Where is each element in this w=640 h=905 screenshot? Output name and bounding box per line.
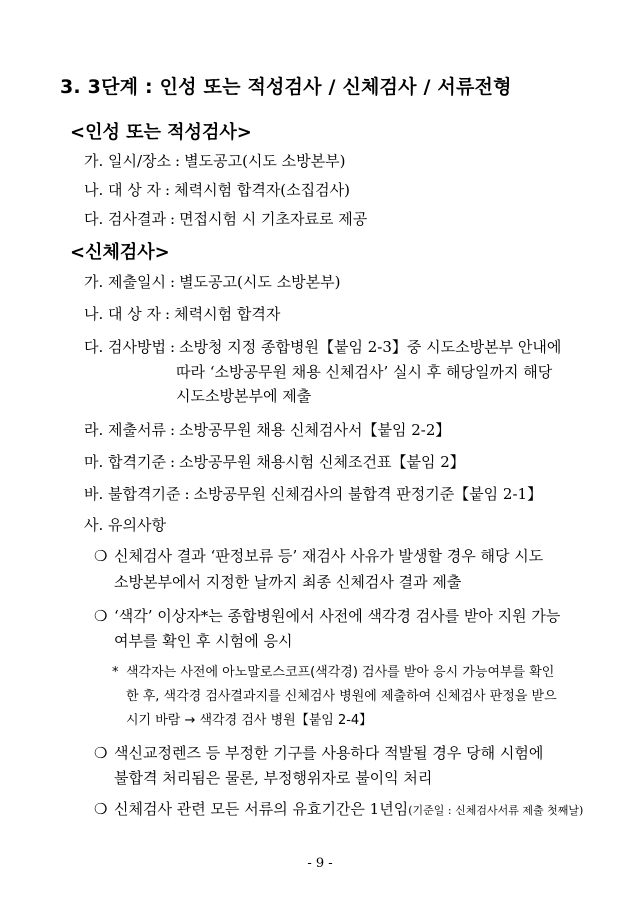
bullet-text: ‘색각’ 이상자*는 종합병원에서 사전에 색각경 검사를 받아 지원 가능 — [114, 607, 561, 625]
method-line-2: 따라 ‘소방공무원 채용 신체검사’ 실시 후 해당일까지 해당 — [176, 363, 553, 381]
item-label: 다. 검사결과 — [84, 210, 166, 228]
item-label: 라. 제출서류 — [84, 421, 166, 439]
bullet-text: 색신교정렌즈 등 부정한 기구를 사용하다 적발될 경우 당해 시험에 — [114, 744, 544, 762]
physical-item-target: 나. 대 상 자 : 체력시험 합격자 — [84, 305, 281, 323]
bullet-validity — [94, 799, 583, 821]
bullet-recheck — [94, 546, 543, 566]
item-text: 소방공무원 신체검사의 불합격 판정기준【붙임 2-1】 — [193, 485, 543, 503]
physical-item-date: 가. 제출일시 : 별도공고(시도 소방본부) — [84, 273, 341, 291]
bullet-icon: ❍ — [94, 744, 108, 762]
bullet-text: 신체검사 관련 모든 서류의 유효기간은 1년임 — [114, 800, 409, 818]
item-text: 소방공무원 채용시험 신체조건표【붙임 2】 — [179, 453, 465, 471]
bullet-color-vision-line-2: 여부를 확인 후 시험에 응시 — [114, 632, 293, 650]
physical-heading: <신체검사> — [70, 242, 170, 263]
bullet-text: 신체검사 결과 ‘판정보류 등’ 재검사 사유가 발생할 경우 해당 시도 — [114, 547, 544, 565]
note-text: 색각자는 사전에 아노말로스코프(색각경) 검사를 받아 응시 가능여부를 확인 — [126, 665, 555, 680]
personality-item-schedule: 가. 일시/장소 : 별도공고(시도 소방본부) — [84, 152, 346, 170]
asterisk-icon: * — [112, 665, 119, 680]
item-text: 소방공무원 채용 신체검사서【붙임 2-2】 — [179, 421, 451, 439]
item-label: 바. 불합격기준 — [84, 485, 181, 503]
item-label: 사. 유의사항 — [84, 516, 166, 534]
item-label: 가. 제출일시 — [84, 273, 166, 291]
item-text: 별도공고(시도 소방본부) — [179, 273, 341, 291]
bullet-icon: ❍ — [94, 547, 108, 565]
bullet-icon: ❍ — [94, 800, 108, 818]
bullet-lens-line-2: 불합격 처리됨은 물론, 부정행위자로 불이익 처리 — [114, 769, 433, 787]
personality-heading: <인성 또는 적성검사> — [70, 122, 252, 143]
physical-item-fail-criteria: 바. 불합격기준 : 소방공무원 신체검사의 불합격 판정기준【붙임 2-1】 — [84, 485, 543, 503]
bullet-icon: ❍ — [94, 607, 108, 625]
item-text: 소방청 지정 종합병원【붙임 2-3】중 시도소방본부 안내에 — [179, 338, 562, 356]
physical-item-notes — [84, 515, 166, 535]
validity-reference-date: (기준일 : 신체검사서류 제출 첫째날) — [408, 804, 584, 817]
personality-item-result: 다. 검사결과 : 면접시험 시 기초자료로 제공 — [84, 210, 368, 228]
physical-item-method: 다. 검사방법 : 소방청 지정 종합병원【붙임 2-3】중 시도소방본부 안내에 — [84, 338, 562, 356]
method-line-3: 시도소방본부에 제출 — [176, 387, 312, 405]
item-label: 가. 일시/장소 — [84, 152, 172, 170]
section-title: 3. 3단계 : 인성 또는 적성검사 / 신체검사 / 서류전형 — [60, 76, 512, 98]
note-color-vision — [112, 664, 554, 682]
item-text: 별도공고(시도 소방본부) — [184, 152, 346, 170]
bullet-lens — [94, 743, 543, 763]
bullet-color-vision — [94, 606, 560, 626]
personality-item-target: 나. 대 상 자 : 체력시험 합격자(소집검사) — [84, 181, 350, 199]
item-text: 체력시험 합격자(소집검사) — [174, 181, 350, 199]
item-label: 나. 대 상 자 — [84, 305, 162, 323]
item-label: 마. 합격기준 — [84, 453, 166, 471]
bullet-recheck-line-2: 소방본부에서 지정한 날까지 최종 신체검사 결과 제출 — [114, 573, 462, 591]
item-text: 체력시험 합격자 — [174, 305, 281, 323]
note-line-3: 시기 바람 → 색각경 검사 병원【붙임 2-4】 — [126, 713, 373, 728]
page-number: - 9 - — [307, 856, 333, 871]
item-text: 면접시험 시 기초자료로 제공 — [179, 210, 368, 228]
physical-item-documents: 라. 제출서류 : 소방공무원 채용 신체검사서【붙임 2-2】 — [84, 421, 451, 439]
item-label: 나. 대 상 자 — [84, 181, 162, 199]
note-line-2: 한 후, 색각경 검사결과지를 신체검사 병원에 제출하여 신체검사 판정을 받으 — [126, 689, 557, 704]
item-label: 다. 검사방법 — [84, 338, 166, 356]
physical-item-pass-criteria: 마. 합격기준 : 소방공무원 채용시험 신체조건표【붙임 2】 — [84, 453, 465, 471]
